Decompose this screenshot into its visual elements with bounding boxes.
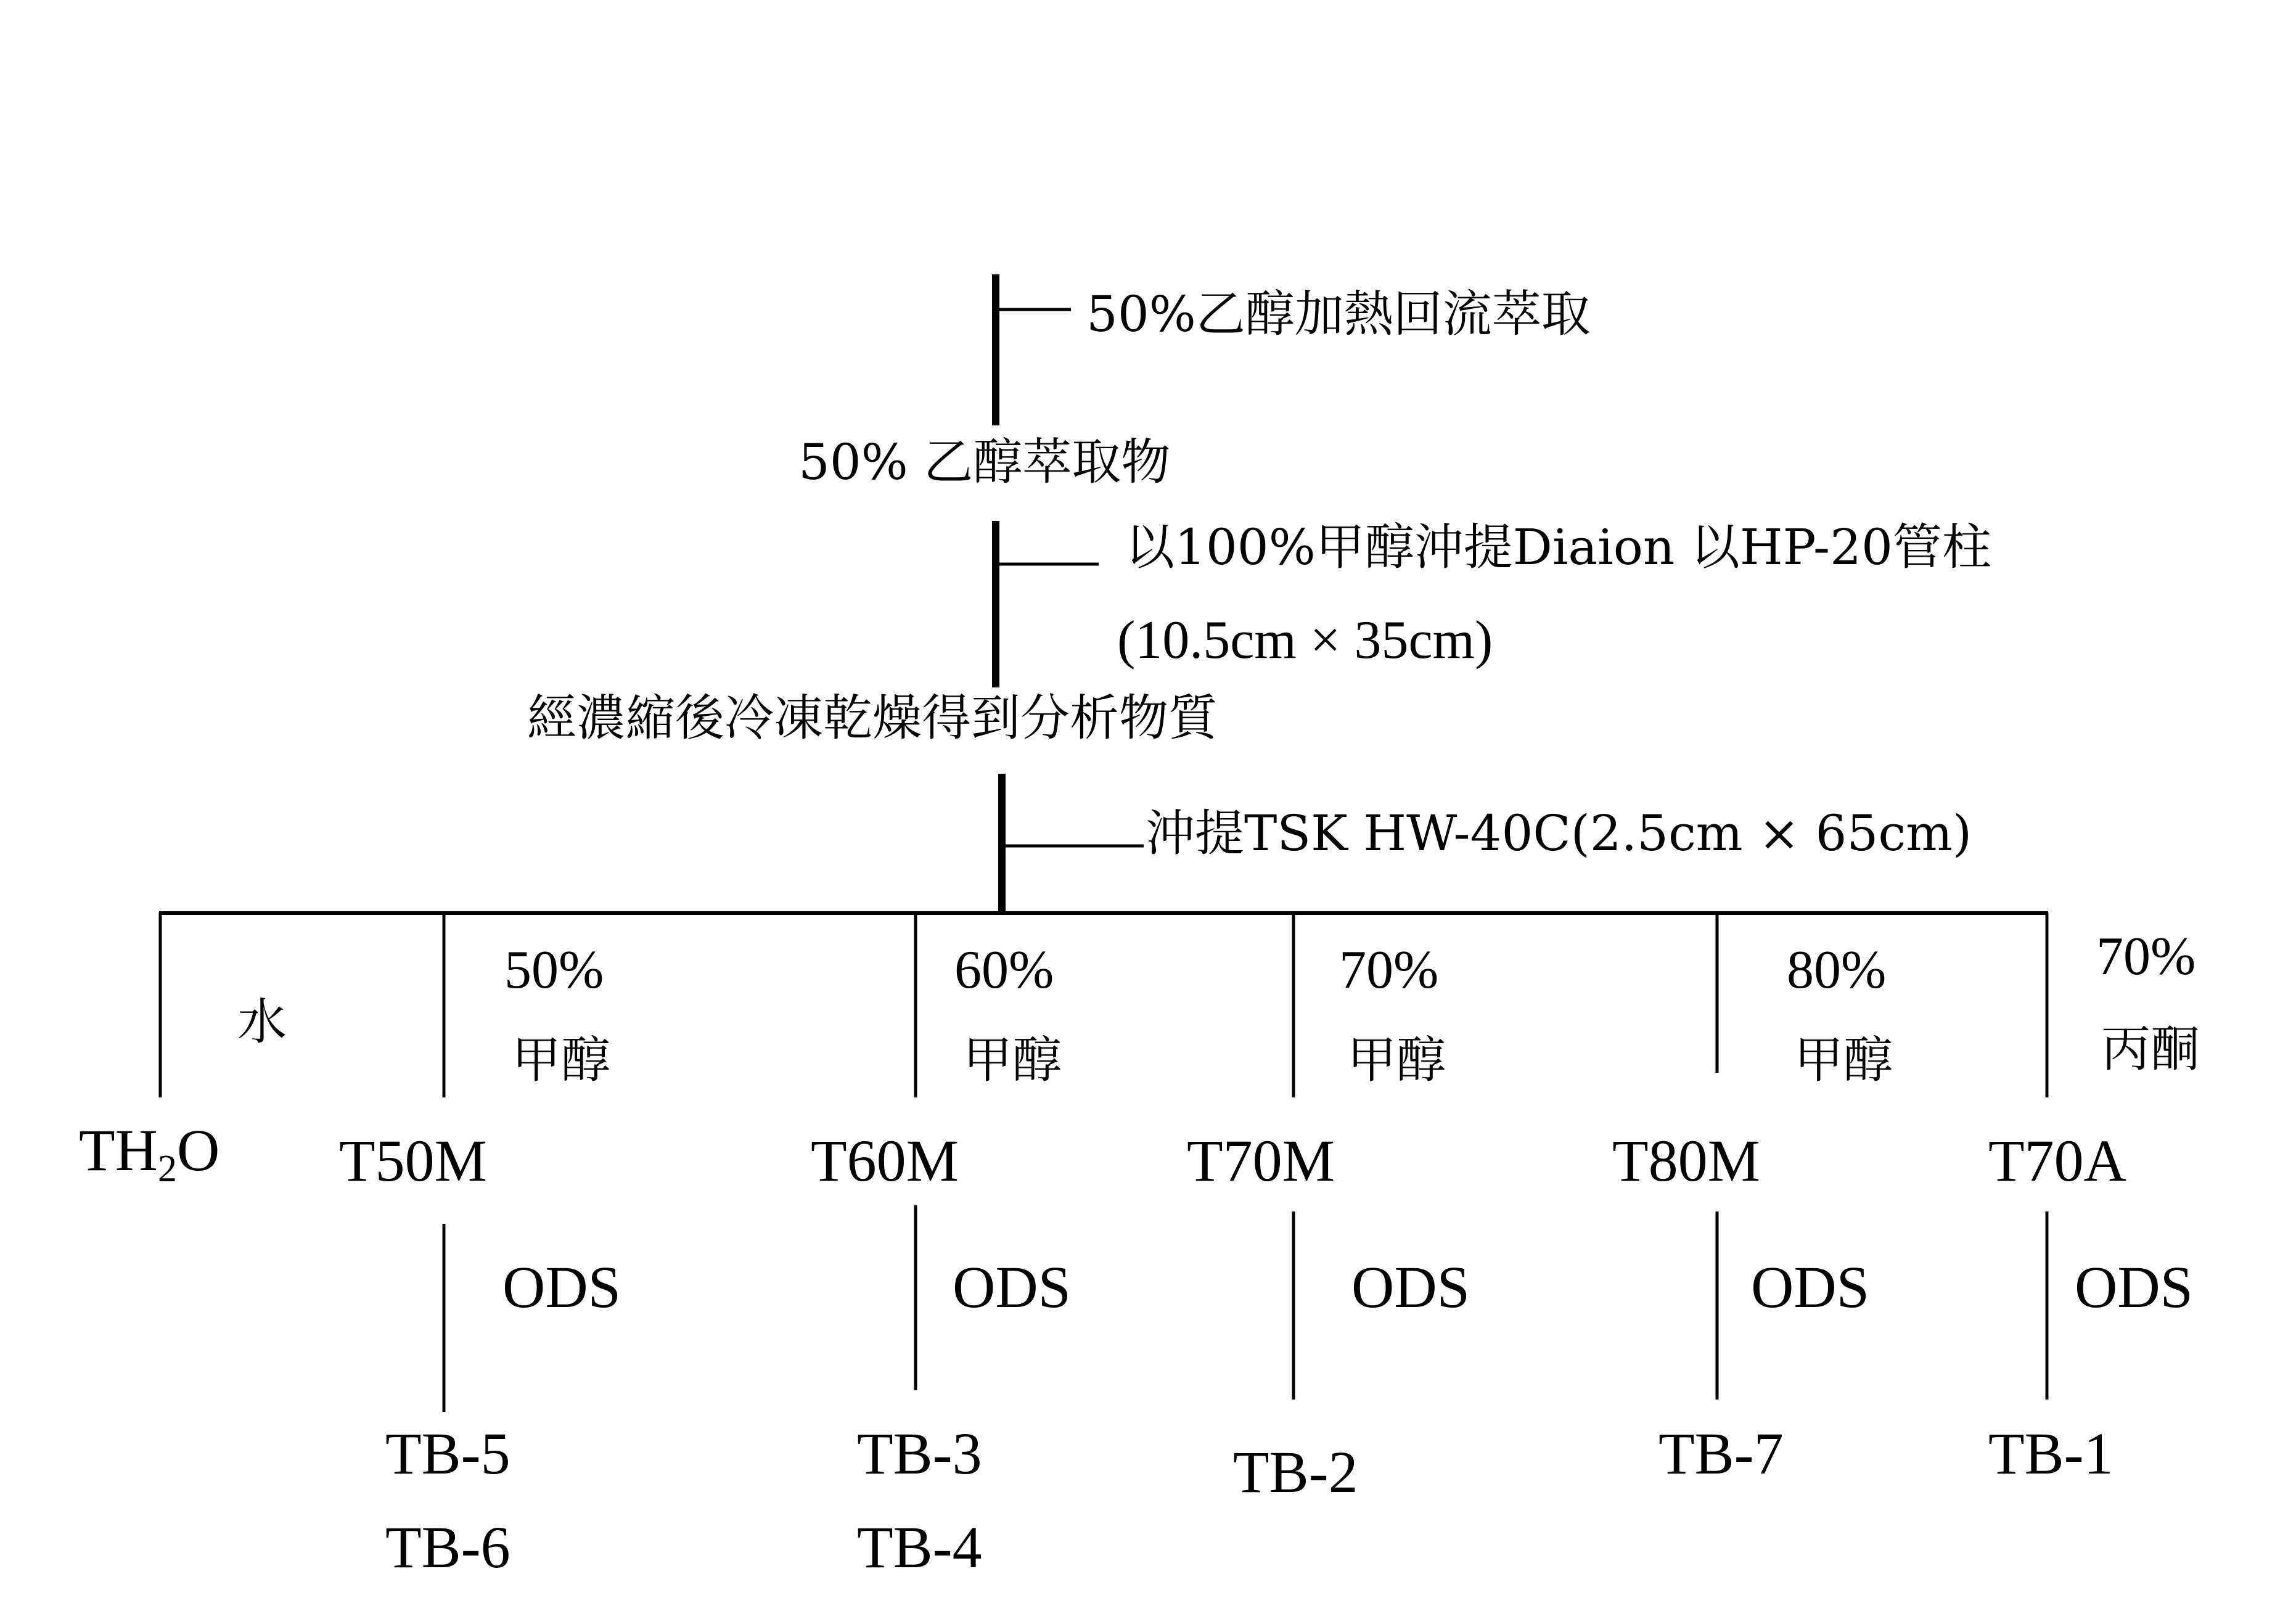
fraction-70-percent: 70%	[1339, 940, 1439, 1000]
fraction-acetone-solvent: 丙酮	[2101, 1020, 2200, 1078]
step3-label: 沖提TSK HW-40C(2.5cm × 65cm)	[1146, 805, 1972, 862]
step1-label: 50%乙醇加熱回流萃取	[1086, 285, 1591, 343]
fraction-70-product: T70M	[1187, 1128, 1335, 1194]
fraction-acetone-percent: 70%	[2096, 927, 2196, 986]
step2-label-line1: 以100%甲醇沖提Diaion 以HP-20管柱	[1125, 519, 1991, 576]
fraction-acetone-method: ODS	[2075, 1254, 2194, 1320]
fraction-80-method: ODS	[1751, 1254, 1870, 1320]
fraction-60-percent: 60%	[954, 940, 1054, 1000]
fraction-60-product: T60M	[811, 1128, 959, 1194]
fraction-50-method: ODS	[502, 1254, 621, 1320]
fraction-80-solvent: 甲醇	[1794, 1031, 1893, 1089]
fraction-acetone-compound-1: TB-1	[1988, 1420, 2114, 1486]
step2-label-line2: (10.5cm × 35cm)	[1117, 610, 1493, 670]
fraction-80-product: T80M	[1612, 1128, 1760, 1194]
fraction-water-solvent: 水	[237, 993, 287, 1051]
fraction-60-solvent: 甲醇	[963, 1031, 1062, 1089]
fraction-60-compound-1: TB-3	[857, 1420, 982, 1486]
node2-label: 經濃縮後冷凍乾燥得到分析物質	[527, 689, 1218, 747]
fraction-70-compound-1: TB-2	[1233, 1439, 1358, 1505]
fraction-80-percent: 80%	[1787, 940, 1887, 1000]
fraction-80-compound-1: TB-7	[1658, 1420, 1784, 1486]
fraction-50-compound-2: TB-6	[385, 1514, 510, 1580]
fraction-50-percent: 50%	[504, 940, 604, 1000]
fraction-70-method: ODS	[1351, 1254, 1470, 1320]
fraction-50-product: T50M	[339, 1128, 487, 1194]
fraction-acetone-product: T70A	[1988, 1128, 2126, 1194]
fraction-50-solvent: 甲醇	[512, 1031, 610, 1089]
fraction-60-compound-2: TB-4	[857, 1514, 982, 1580]
node1-label: 50% 乙醇萃取物	[798, 433, 1171, 491]
fraction-70-solvent: 甲醇	[1347, 1031, 1446, 1089]
fraction-water-product: $TH_2O$	[79, 1117, 220, 1190]
fraction-60-method: ODS	[953, 1254, 1072, 1320]
fraction-50-compound-1: TB-5	[385, 1420, 510, 1486]
